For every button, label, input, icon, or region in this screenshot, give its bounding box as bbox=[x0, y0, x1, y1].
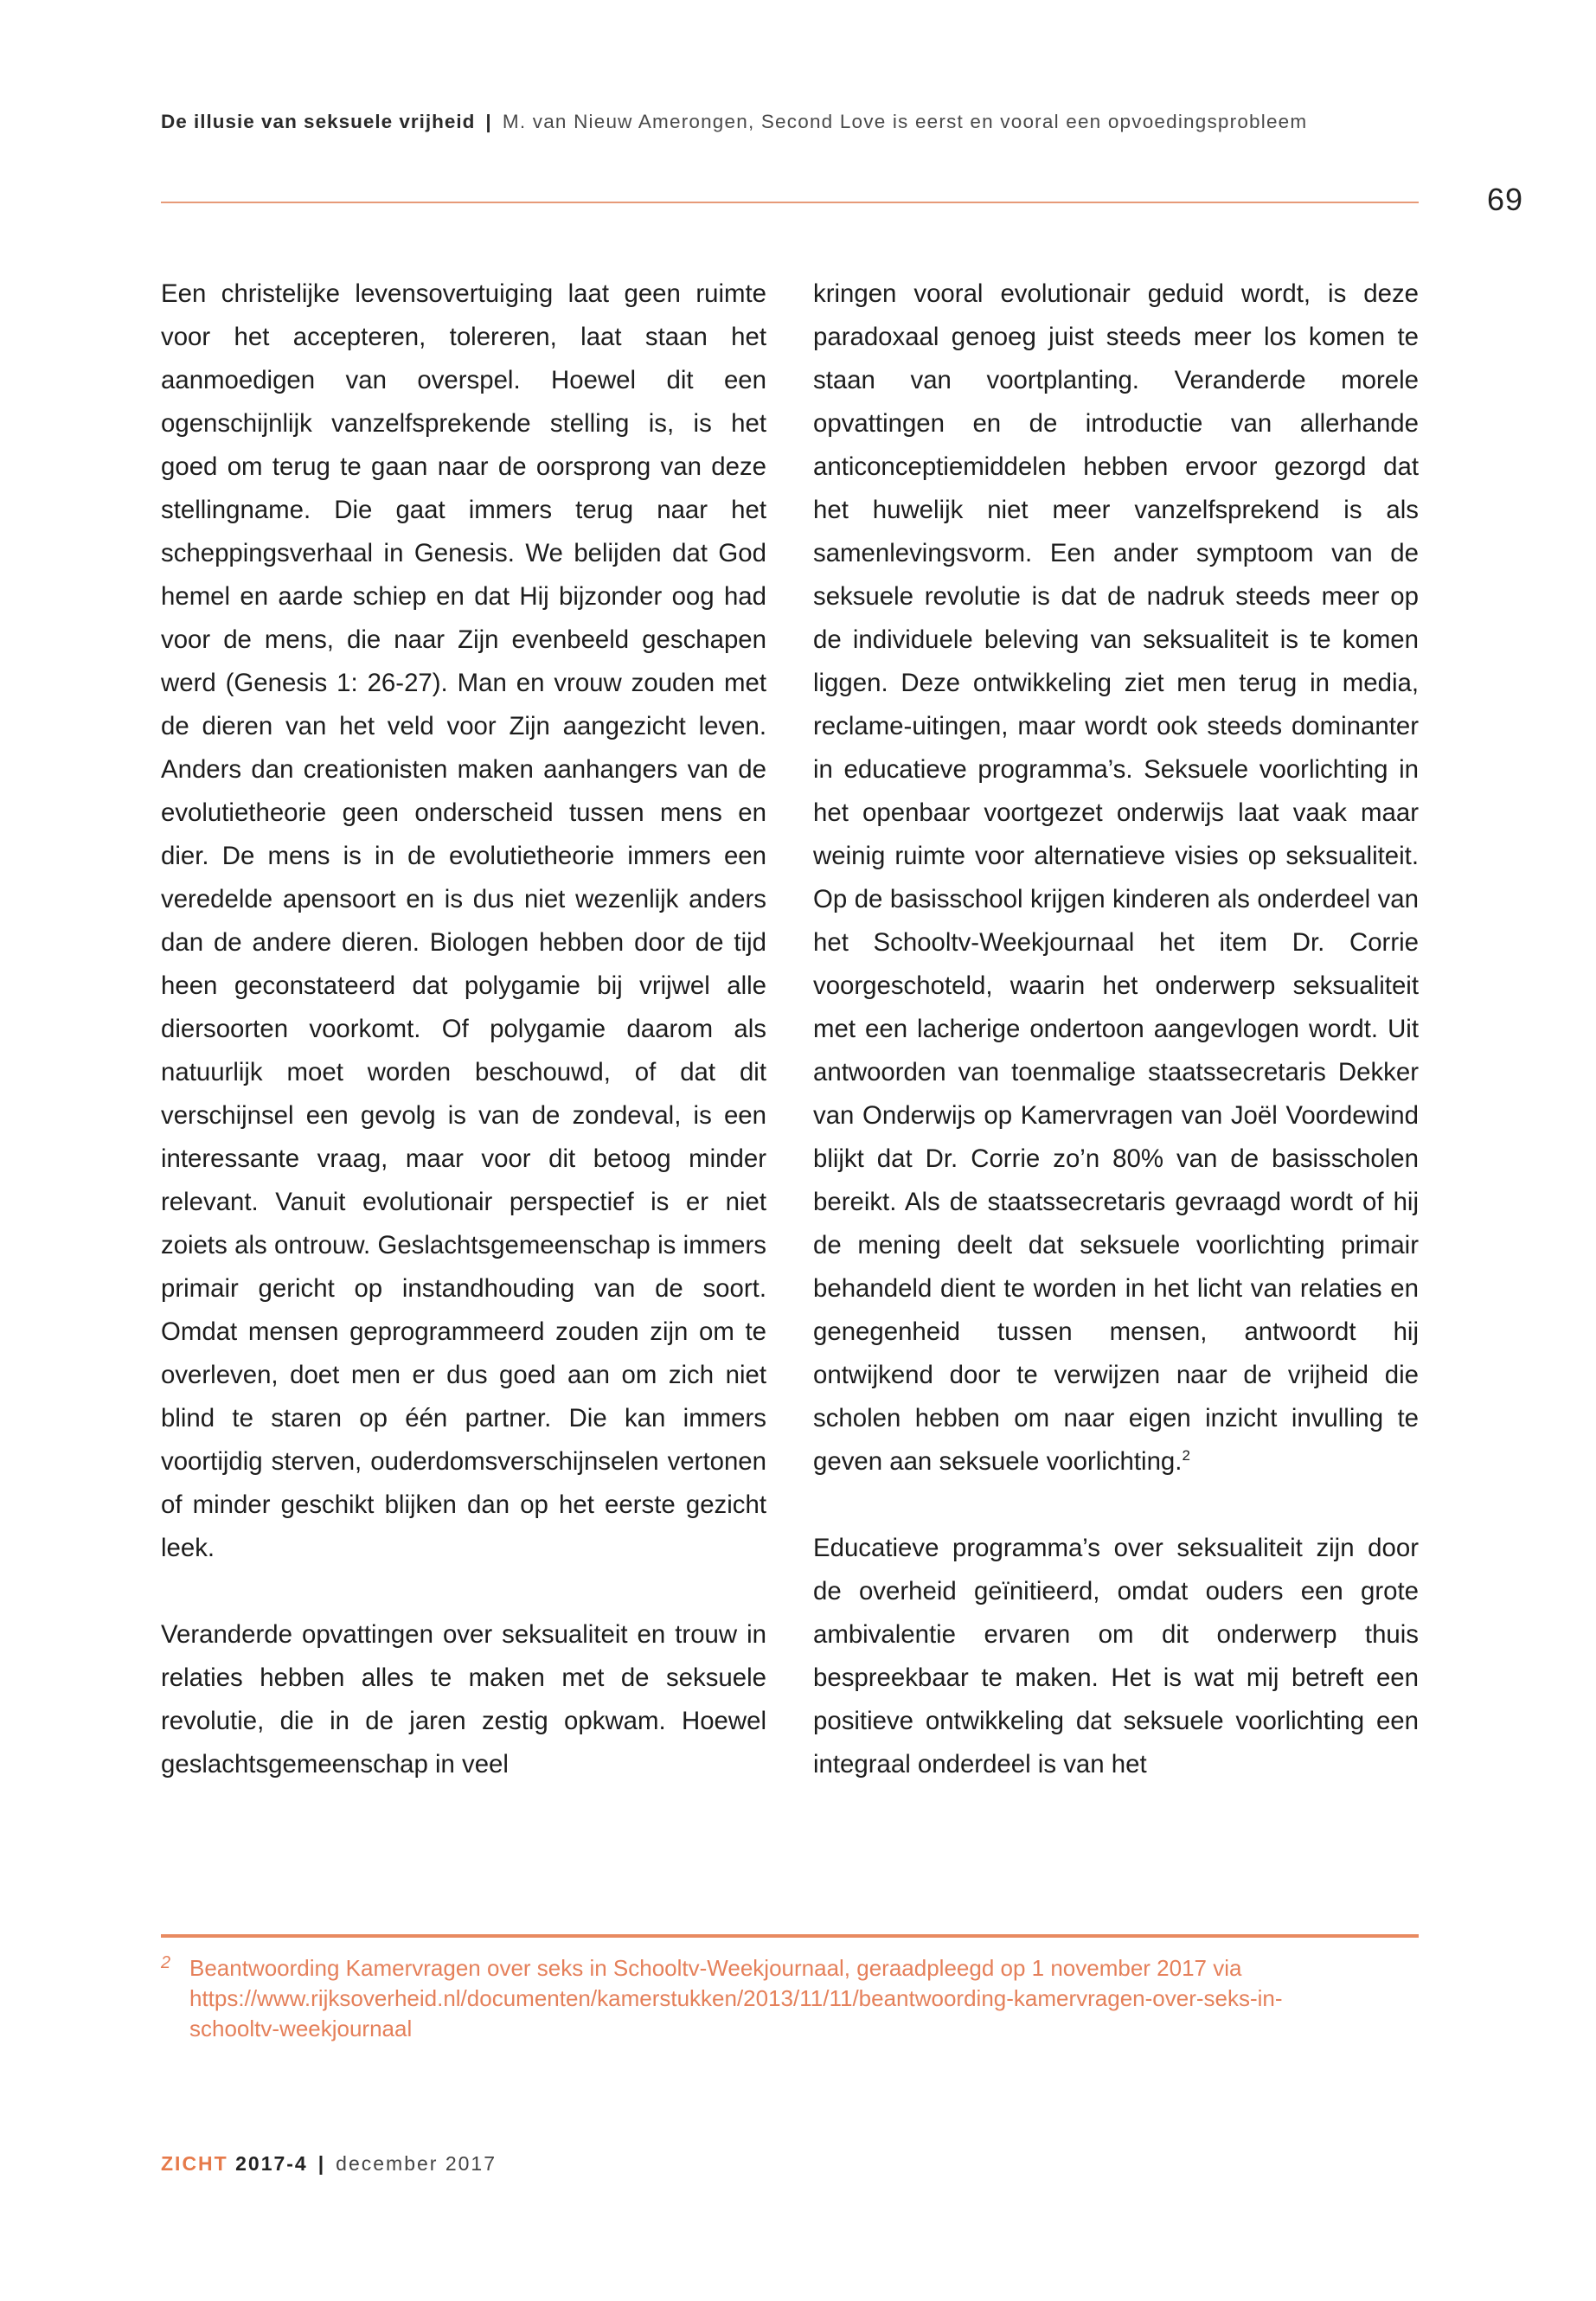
text-column-left bbox=[161, 272, 766, 1786]
footnote-text: Beantwoording Kamervragen over seks in Schooltv-Weekjournaal, geraadpleegd op 1 november 2017 via https://www.rijksoverheid.nl/documenten/kamerstukken/2013/11/11/beantwoording-kamervragen-over-seks-in-schooltv-weekjournaal bbox=[189, 1955, 1283, 2041]
header-rule bbox=[161, 202, 1419, 203]
paragraph-text: kringen vooral evolutionair geduid wordt, is deze paradoxaal genoeg juist steeds meer los komen te staan van voortplanting. Veranderde morele opvattingen en de introductie van allerhande anticonceptiemiddelen hebben ervoor gezorgd dat het huwelijk niet meer vanzelfsprekend is als samenlevingsvorm. Een ander symptoom van de seksuele revolutie is dat de nadruk steeds meer op de individuele beleving van seksualiteit is te komen liggen. Deze ontwikkeling ziet men terug in media, reclame-uitingen, maar wordt ook steeds dominanter in educatieve programma’s. Seksuele voorlichting in het openbaar voortgezet onderwijs laat vaak maar weinig ruimte voor alternatieve visies op seksualiteit. Op de basisschool krijgen kinderen als onderdeel van het Schooltv-Weekjournaal het item Dr. Corrie voorgeschoteld, waarin het onderwerp seksualiteit met een lacherige ondertoon aangevlogen wordt. Uit antwoorden van toenmalige staatssecretaris Dekker van Onderwijs op Kamervragen van Joël Voordewind blijkt dat Dr. Corrie zo’n 80% van de basisscholen bereikt. Als de staatssecretaris gevraagd wordt of hij de mening deelt dat seksuele voorlichting primair behandeld dient te worden in het licht van relaties en genegenheid tussen mensen, antwoordt hij ontwijkend door te verwijzen naar de vrijheid die scholen hebben om naar eigen inzicht invulling te geven aan seksuele voorlichting. bbox=[813, 279, 1419, 1476]
footnote bbox=[161, 1953, 1407, 2044]
paragraph: Veranderde opvattingen over seksualiteit en trouw in relaties hebben alles te maken met de seksuele revolutie, die in de jaren zestig opkwam. Hoewel geslachtsgemeenschap in veel bbox=[161, 1620, 766, 1779]
text-column-right bbox=[813, 272, 1419, 1786]
header-separator: | bbox=[485, 111, 492, 132]
paragraph bbox=[813, 272, 1419, 1484]
page-number: 69 bbox=[1486, 182, 1524, 217]
article-subtitle: M. van Nieuw Amerongen, Second Love is eerst en vooral een opvoedingsprobleem bbox=[502, 111, 1308, 132]
running-footer bbox=[161, 2152, 497, 2176]
running-header bbox=[161, 111, 1424, 133]
footnote-rule bbox=[161, 1934, 1419, 1938]
paragraph: Educatieve programma’s over seksualiteit zijn door de overheid geïnitieerd, omdat ouders een grote ambivalentie ervaren om dit onderwerp thuis bespreekbaar te maken. Het is wat mij betreft een positieve ontwikkeling dat seksuele voorlichting een integraal onderdeel is van het bbox=[813, 1534, 1419, 1779]
footer-separator: | bbox=[317, 2152, 326, 2175]
issue-number: 2017-4 bbox=[235, 2152, 308, 2175]
paragraph: Een christelijke levensovertuiging laat geen ruimte voor het accepteren, tolereren, laat staan het aanmoedigen van overspel. Hoewel dit een ogenschijnlijk vanzelfsprekende stelling is, is het goed om terug te gaan naar de oorsprong van deze stellingname. Die gaat immers terug naar het scheppingsverhaal in Genesis. We belijden dat God hemel en aarde schiep en dat Hij bijzonder oog had voor de mens, die naar Zijn evenbeeld geschapen werd (Genesis 1: 26-27). Man en vrouw zouden met de dieren van het veld voor Zijn aangezicht leven. Anders dan creationisten maken aanhangers van de evolutietheorie geen onderscheid tussen mens en dier. De mens is in de evolutietheorie immers een veredelde apensoort en is dus niet wezenlijk anders dan de andere dieren. Biologen hebben door de tijd heen geconstateerd dat polygamie bij vrijwel alle diersoorten voorkomt. Of polygamie daarom als natuurlijk moet worden beschouwd, of dat dit verschijnsel een gevolg is van de zondeval, is een interessante vraag, maar voor dit betoog minder relevant. Vanuit evolutionair perspectief is er niet zoiets als ontrouw. Geslachtsgemeenschap is immers primair gericht op instandhouding van de soort. Omdat mensen geprogrammeerd zouden zijn om te overleven, doet men er dus goed aan om zich niet blind te staren op één partner. Die kan immers voortijdig sterven, ouderdomsverschijnselen vertonen of minder geschikt blijken dan op het eerste gezicht leek. bbox=[161, 279, 766, 1562]
magazine-name: ZICHT bbox=[161, 2152, 228, 2175]
footnote-marker: 2 bbox=[161, 1953, 171, 1972]
footnote-reference[interactable]: 2 bbox=[1182, 1447, 1190, 1465]
article-title: De illusie van seksuele vrijheid bbox=[161, 111, 476, 132]
issue-date: december 2017 bbox=[336, 2152, 497, 2175]
